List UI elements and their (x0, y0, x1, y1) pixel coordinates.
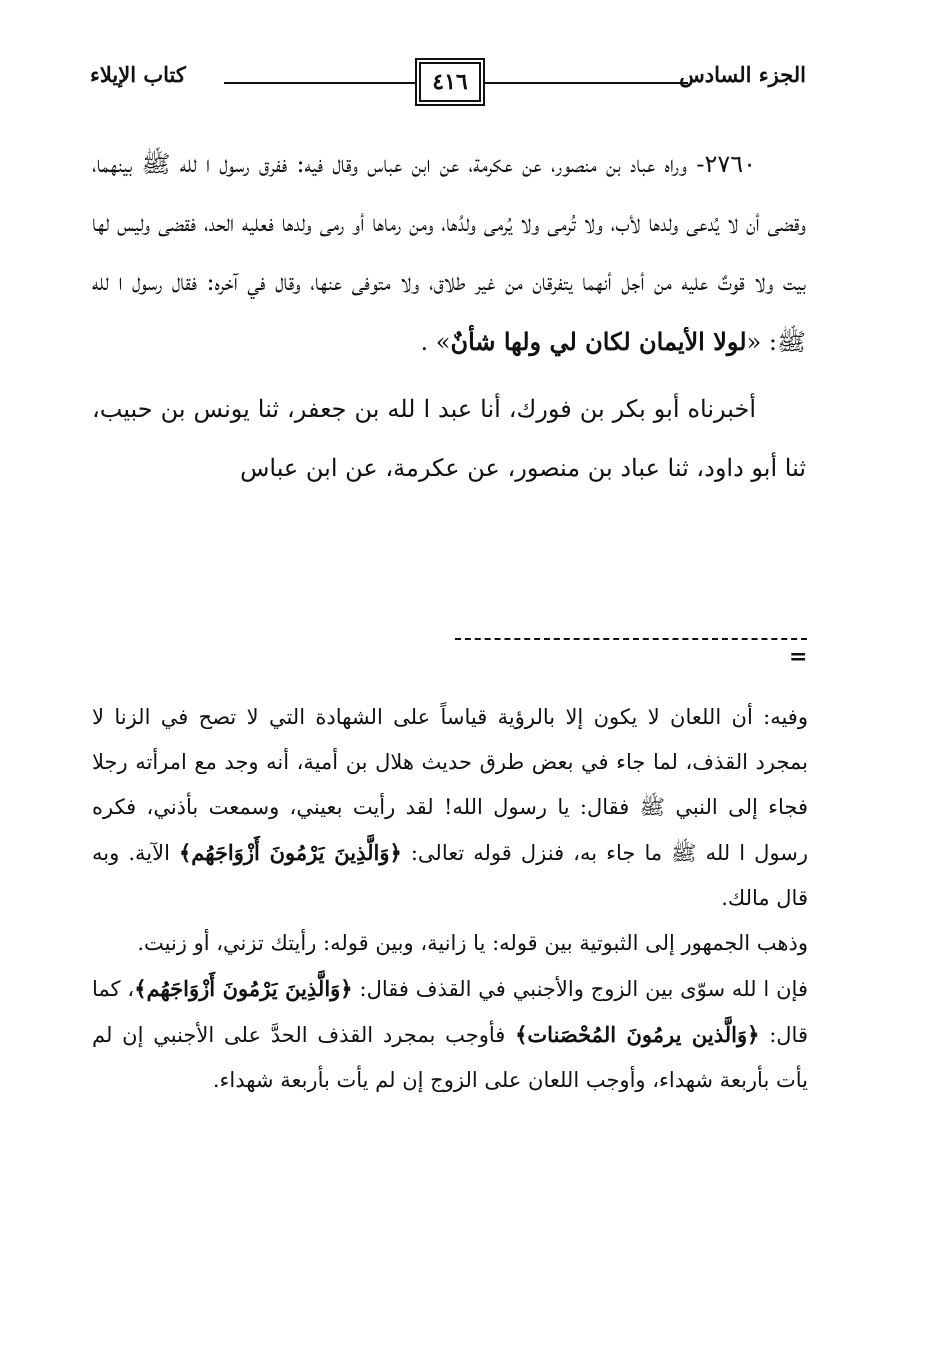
quran-quote: ﴿وَالَّذِينَ يَرْمُونَ أَزْوَاجَهُم﴾ (134, 976, 353, 1001)
footnote-paragraph (92, 695, 808, 921)
hadith-paragraph (92, 135, 806, 372)
hadith-quote-close: » . (420, 328, 451, 356)
footnote-text: فإن ا لله سوّى بين الزوج والأجنبي في القذف فقال: (352, 977, 808, 1001)
hadith-text: ٢٧٦٠- وراه عباد بن منصور، عن عكرمة، عن ابن عباس وقال فيه: ففرق رسول ا لله ﷺ بينهما، وقضى أن لا يُدعى ولدها لأب، ولا تُرمى ولا يُرمى ولدُها، ومن رماها أو رمى ولدها فعليه الحد، فقضى وليس لها بيت ولا قوتٌ عليه من أجل أنهما يتفرقان من غير طلاق، ولا متوفى عنها، وقال في آخره: فقال رسول ا لله ﷺ: « (92, 150, 806, 356)
quran-quote: ﴿وَالَّذِينَ يَرْمُونَ أَزْوَاجَهُم﴾ (178, 840, 402, 865)
hadith-quote: لولا الأيمان لكان لي ولها شأنٌ (450, 327, 747, 356)
isnad-paragraph: أخبرناه أبو بكر بن فورك، أنا عبد ا لله بن جعفر، ثنا يونس بن حبيب، ثنا أبو داود، ثنا عباد بن منصور، عن عكرمة، عن ابن عباس (92, 395, 806, 482)
footnote-text-end: فأوجب بمجرد القذف الحدَّ على الأجنبي إن لم يأت بأربعة شهداء، وأوجب اللعان على الزوج إن لم يأت بأربعة شهداء. (92, 1023, 808, 1092)
footnote-text: وفيه: أن اللعان لا يكون إلا بالرؤية قياساً على الشهادة التي لا تصح في الزنا لا بمجرد القذف، لما جاء في بعض طرق حديث هلال بن أمية، أنه وجد مع امرأته رجلا فجاء إلى النبي ﷺ فقال: يا رسول الله! لقد رأيت بعيني، وسمعت بأذني، فكره رسول ا لله ﷺ ما جاء به، فنزل قوله تعالى: (92, 705, 809, 865)
page-number: ٤١٦ (432, 69, 468, 95)
chapter-title: كتاب الإيلاء (90, 62, 186, 87)
footnote-text: ، كما قال: (92, 977, 808, 1047)
volume-title: الجزء السادس (679, 62, 806, 87)
footnote-text-end: الآية. وبه قال مالك. (92, 841, 808, 910)
main-text (92, 135, 806, 498)
page-number-box (415, 58, 485, 106)
footnotes (92, 695, 808, 1103)
page-header (90, 58, 806, 108)
footnote-paragraph (92, 966, 808, 1103)
separator-mark: = (789, 644, 808, 670)
header-rule-left (224, 82, 415, 84)
quran-quote: ﴿وَالَّذين يرمُونَ المُحْصَنات﴾ (515, 1022, 760, 1047)
header-rule-right (482, 82, 688, 84)
footnote-separator (455, 638, 807, 640)
footnote-paragraph: وذهب الجمهور إلى الثبوتية بين قوله: يا زانية، وبين قوله: رأيتك تزني، أو زنيت. (137, 931, 808, 955)
